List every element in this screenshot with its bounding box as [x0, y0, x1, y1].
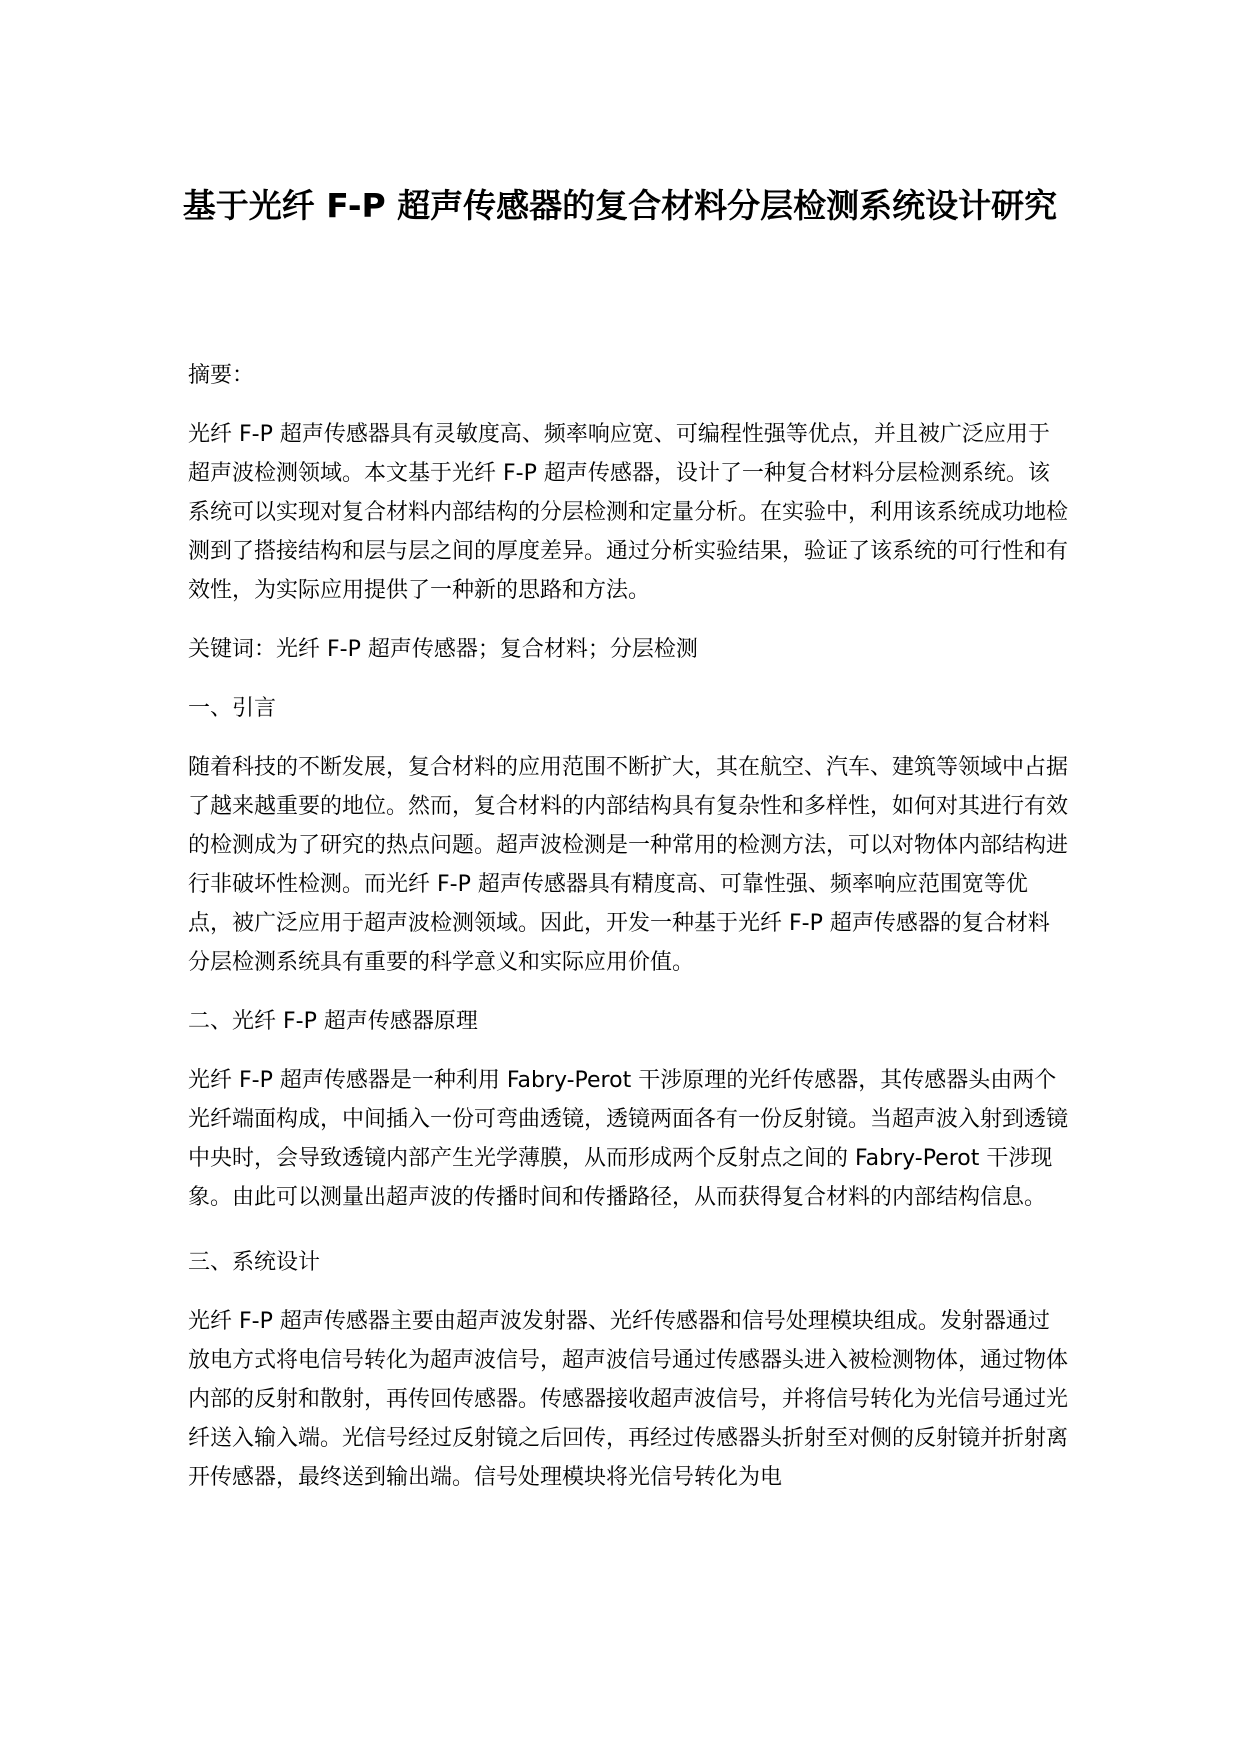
- section-heading-introduction: 一、引言: [188, 696, 277, 721]
- document-body: [188, 356, 1070, 1517]
- abstract-label: 摘要：: [188, 363, 255, 388]
- document-title: 基于光纤 F-P 超声传感器的复合材料分层检测系统设计研究: [182, 186, 1058, 225]
- section-body-principle: 光纤 F-P 超声传感器是一种利用 Fabry-Perot 干涉原理的光纤传感器，其传感器头由两个光纤端面构成，中间插入一份可弯曲透镜，透镜两面各有一份反射镜。当超声波入射到透镜中央时，会导致透镜内部产生光学薄膜，从而形成两个反射点之间的 Fabry-Perot 干涉现象。由此可以测量出超声波的传播时间和传播路径，从而获得复合材料的内部结构信息。: [188, 1068, 1069, 1210]
- abstract-text: 光纤 F-P 超声传感器具有灵敏度高、频率响应宽、可编程性强等优点，并且被广泛应用于超声波检测领域。本文基于光纤 F-P 超声传感器，设计了一种复合材料分层检测系统。该系统可以实现对复合材料内部结构的分层检测和定量分析。在实验中，利用该系统成功地检测到了搭接结构和层与层之间的厚度差异。通过分析实验结果，验证了该系统的可行性和有效性，为实际应用提供了一种新的思路和方法。: [188, 422, 1069, 603]
- keywords: 关键词：光纤 F-P 超声传感器；复合材料；分层检测: [188, 637, 698, 662]
- section-heading-principle: 二、光纤 F-P 超声传感器原理: [188, 1009, 478, 1034]
- section-body-system-design: 光纤 F-P 超声传感器主要由超声波发射器、光纤传感器和信号处理模块组成。发射器通过放电方式将电信号转化为超声波信号，超声波信号通过传感器头进入被检测物体，通过物体内部的反射和散射，再传回传感器。传感器接收超声波信号，并将信号转化为光信号通过光纤送入输入端。光信号经过反射镜之后回传，再经过传感器头折射至对侧的反射镜并折射离开传感器，最终送到输出端。信号处理模块将光信号转化为电: [188, 1309, 1069, 1490]
- section-body-introduction: 随着科技的不断发展，复合材料的应用范围不断扩大，其在航空、汽车、建筑等领域中占据了越来越重要的地位。然而，复合材料的内部结构具有复杂性和多样性，如何对其进行有效的检测成为了研究的热点问题。超声波检测是一种常用的检测方法，可以对物体内部结构进行非破坏性检测。而光纤 F-P 超声传感器具有精度高、可靠性强、频率响应范围宽等优点，被广泛应用于超声波检测领域。因此，开发一种基于光纤 F-P 超声传感器的复合材料分层检测系统具有重要的科学意义和实际应用价值。: [188, 755, 1069, 975]
- section-heading-system-design: 三、系统设计: [188, 1250, 321, 1275]
